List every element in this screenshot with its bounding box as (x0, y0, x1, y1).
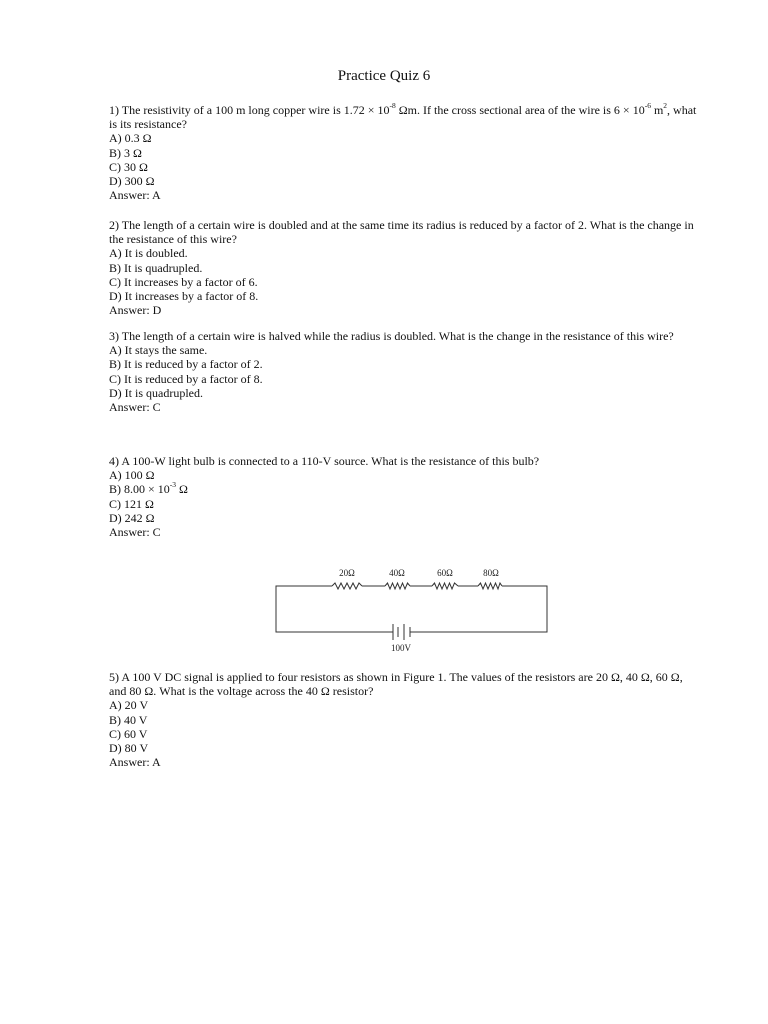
circuit-wire-top-right (410, 586, 547, 632)
question-2-stem: 2) The length of a certain wire is doubled and at the same time its radius is reduced by a factor of 2. What is the change in the resistance of this wire? (109, 218, 694, 247)
option-b: B) It is reduced by a factor of 2. (109, 357, 263, 372)
question-1-stem: 1) The resistivity of a 100 m long copper wire is $1.72 \times 10^{-8}$ Ωm. If the cross sectional area of the wire is $6 \times 10^{-6}$ $m^2$, what is its resistance? (109, 101, 697, 132)
resistor-label: 60Ω (437, 568, 453, 578)
question-5 (109, 670, 701, 769)
option-a: A) 100 Ω (109, 468, 155, 483)
option-c: C) 121 Ω (109, 496, 154, 511)
answer: Answer: A (109, 188, 161, 203)
question-4 (109, 454, 701, 539)
option-a: A) 0.3 Ω (109, 131, 152, 146)
option-b: B) 40 V (109, 712, 148, 727)
question-5-stem: 5) A 100 V DC signal is applied to four resistors as shown in Figure 1. The values of the resistors are 20 Ω, 40 Ω, 60 Ω, and 80 Ω. What is the voltage across the 40 Ω resistor? (109, 670, 683, 699)
option-c: C) 30 Ω (109, 159, 148, 174)
question-3-stem: 3) The length of a certain wire is halved while the radius is doubled. What is the change in the resistance of this wire? (109, 329, 674, 343)
answer: Answer: D (109, 303, 162, 318)
resistor-label: 80Ω (483, 568, 499, 578)
question-4-stem: 4) A 100-W light bulb is connected to a 110-V source. What is the resistance of this bulb? (109, 454, 540, 468)
option-a: A) It is doubled. (109, 246, 188, 261)
option-b: B) 3 Ω (109, 145, 142, 160)
option-b: B) It is quadrupled. (109, 260, 203, 275)
option-d: D) 300 Ω (109, 174, 155, 189)
resistor-label: 40Ω (389, 568, 405, 578)
question-1 (109, 103, 701, 202)
option-c: C) 60 V (109, 726, 148, 741)
circuit-wire-top-left (276, 586, 393, 632)
answer: Answer: A (109, 755, 161, 770)
resistor-label: 20Ω (339, 568, 355, 578)
option-d: D) It is quadrupled. (109, 385, 203, 400)
page-title: Practice Quiz 6 (337, 68, 431, 84)
answer: Answer: C (109, 525, 161, 540)
answer: Answer: C (109, 400, 161, 415)
source-label: 100V (391, 643, 411, 653)
question-3 (109, 329, 701, 414)
option-d: D) It increases by a factor of 8. (109, 289, 259, 304)
resistor-60-ohm (432, 583, 458, 589)
option-a: A) It stays the same. (109, 343, 208, 358)
circuit-figure (270, 564, 554, 656)
option-a: A) 20 V (109, 698, 149, 713)
resistor-20-ohm (332, 583, 362, 589)
option-d: D) 80 V (109, 741, 149, 756)
resistor-40-ohm (385, 583, 410, 589)
option-c: C) It increases by a factor of 6. (109, 274, 258, 289)
question-2 (109, 218, 701, 317)
resistor-80-ohm (478, 583, 502, 589)
option-c: C) It is reduced by a factor of 8. (109, 371, 263, 386)
option-b: B) $8.00 \times 10^{-3}$ Ω (109, 480, 188, 497)
option-d: D) 242 Ω (109, 510, 155, 525)
